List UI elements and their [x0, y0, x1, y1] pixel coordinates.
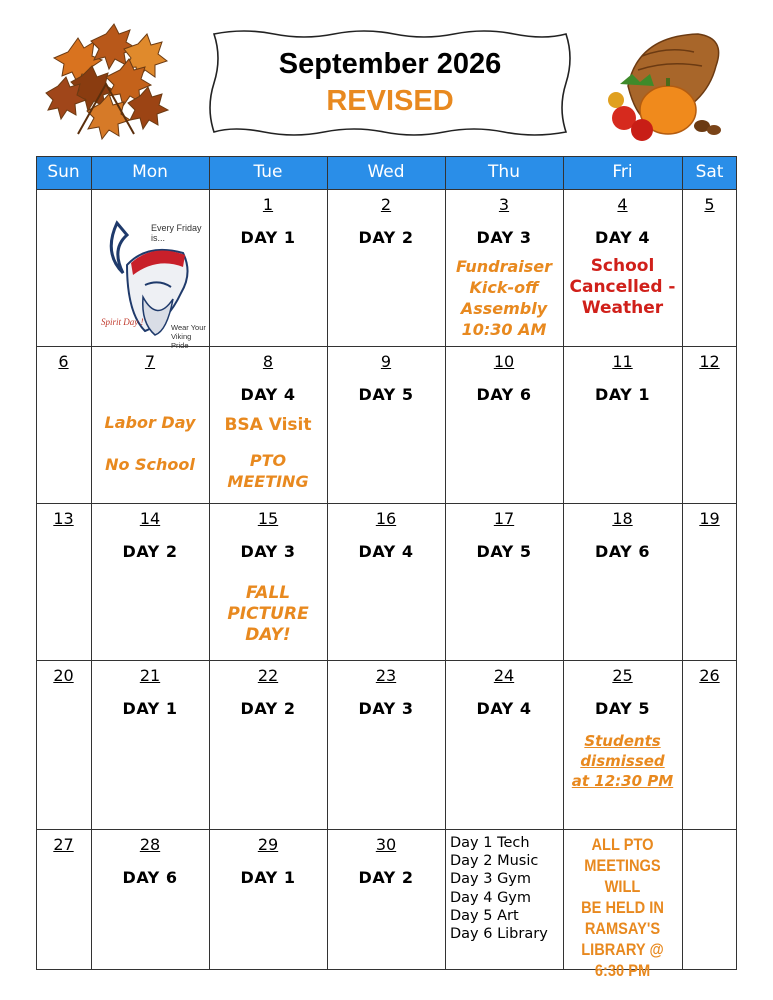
day-number: 11	[612, 352, 633, 371]
weekday-header-sun: Sun	[47, 162, 80, 182]
weekday-header-mon: Mon	[132, 162, 168, 182]
day-cell	[91, 346, 209, 503]
weekday-header-sat: Sat	[695, 162, 724, 182]
specials-line: Day 5 Art	[450, 907, 519, 924]
day-cell	[91, 660, 209, 829]
day-number: 26	[699, 666, 720, 685]
day-cell	[327, 660, 445, 829]
page-title: September 2026	[278, 48, 502, 80]
day-number: 15	[257, 509, 279, 528]
rotation-day-label: DAY 4	[595, 228, 650, 247]
day-number: 7	[144, 352, 156, 371]
no-school-event: No School	[105, 455, 195, 474]
day-cell	[563, 189, 682, 346]
day-cell	[209, 346, 327, 503]
day-number: 18	[612, 509, 633, 528]
rotation-day-label: DAY 6	[595, 542, 650, 561]
day-cell	[563, 346, 682, 503]
spirit-caption-top: Every Friday is...	[151, 223, 202, 243]
day-number: 2	[380, 195, 392, 214]
day-number: 6	[58, 352, 69, 371]
day-number: 16	[375, 509, 397, 528]
event-line: Fundraiser	[455, 257, 553, 276]
rotation-day-label: DAY 1	[240, 868, 296, 887]
rotation-day-label: DAY 4	[358, 542, 414, 561]
day-cell	[36, 660, 91, 829]
autumn-leaves-image	[48, 24, 172, 142]
pto-meetings-note	[571, 834, 673, 981]
specials-line: Day 3 Gym	[450, 871, 532, 888]
rotation-day-label: DAY 2	[122, 542, 178, 561]
grid-hline	[36, 156, 737, 157]
day-number: 25	[612, 666, 633, 685]
day-cell	[209, 660, 327, 829]
day-cell	[682, 346, 737, 503]
day-number: 9	[380, 352, 392, 371]
day-cell	[209, 189, 327, 346]
specials-schedule	[450, 834, 548, 943]
day-cell	[682, 829, 737, 970]
event-line: FALL	[245, 583, 291, 603]
bsa-visit-event: BSA Visit	[224, 415, 312, 435]
rotation-day-label: DAY 3	[240, 542, 296, 561]
day-number: 14	[139, 509, 161, 528]
rotation-day-label: DAY 6	[476, 385, 532, 404]
day-number: 24	[493, 666, 515, 685]
day-cell	[36, 503, 91, 660]
specials-line: Day 6 Library	[450, 926, 548, 943]
day-number: 4	[617, 195, 628, 214]
day-number: 10	[493, 352, 515, 371]
day-cell	[682, 660, 737, 829]
day-number: 22	[257, 666, 279, 685]
school-cancelled-event	[563, 256, 682, 319]
day-number: 30	[375, 835, 397, 854]
cornucopia-image	[598, 26, 728, 144]
rotation-day-label: DAY 4	[476, 699, 532, 718]
rotation-day-label: DAY 1	[595, 385, 650, 404]
day-cell	[327, 346, 445, 503]
labor-day-event: Labor Day	[104, 413, 196, 432]
specials-line: Day 4 Gym	[450, 889, 532, 906]
day-cell	[563, 503, 682, 660]
rotation-day-label: DAY 6	[122, 868, 178, 887]
spirit-pride-line: Wear Your	[171, 323, 206, 332]
rotation-day-label: DAY 1	[240, 228, 296, 247]
day-cell	[209, 503, 327, 660]
day-cell	[563, 829, 682, 980]
rotation-day-label: DAY 2	[358, 868, 414, 887]
day-number: 29	[257, 835, 279, 854]
rotation-day-label: DAY 5	[358, 385, 414, 404]
event-line: 10:30 AM	[461, 320, 547, 339]
event-line: MEETING	[227, 472, 309, 491]
event-line: Students	[584, 732, 661, 750]
event-line: Cancelled -	[569, 277, 676, 297]
event-line: Weather	[581, 298, 664, 318]
rotation-day-label: DAY 3	[476, 228, 532, 247]
event-line: dismissed	[580, 752, 665, 770]
rotation-day-label: DAY 5	[476, 542, 532, 561]
day-number: 8	[262, 352, 274, 371]
day-number: 27	[53, 835, 74, 854]
rotation-day-label: DAY 2	[358, 228, 414, 247]
day-cell	[91, 189, 209, 350]
rotation-day-label: DAY 4	[240, 385, 296, 404]
day-cell	[36, 829, 91, 970]
weekday-header-wed: Wed	[367, 162, 405, 182]
day-cell	[91, 503, 209, 660]
rotation-day-label: DAY 5	[595, 699, 650, 718]
spirit-pride-line: Viking Pride	[171, 332, 192, 350]
rotation-day-label: DAY 2	[240, 699, 296, 718]
day-cell	[91, 829, 209, 970]
pto-meeting-event	[209, 450, 327, 492]
specials-line: Day 2 Music	[450, 853, 539, 870]
weekday-header-row	[36, 156, 737, 189]
weekday-header-thu: Thu	[488, 162, 520, 182]
day-cell	[327, 503, 445, 660]
rotation-day-label: DAY 3	[358, 699, 414, 718]
spirit-caption-day: Spirit Day !	[101, 317, 144, 327]
event-line: PICTURE	[227, 604, 309, 624]
day-number: 20	[53, 666, 74, 685]
day-cell	[445, 189, 563, 346]
day-cell	[445, 503, 563, 660]
day-number: 19	[699, 509, 720, 528]
day-cell	[682, 503, 737, 660]
title-banner	[204, 28, 576, 138]
day-number: 28	[139, 835, 161, 854]
pto-note-line: MEETINGS WILL	[584, 856, 661, 896]
event-line: Kick-off	[469, 278, 539, 297]
calendar-grid	[36, 156, 737, 980]
pto-note-line: RAMSAY'S	[584, 919, 661, 938]
viking-spirit-day-image	[97, 213, 207, 350]
pto-note-line: ALL PTO	[591, 835, 654, 854]
fall-picture-day-event	[209, 583, 327, 646]
day-number: 17	[493, 509, 515, 528]
revised-label: REVISED	[326, 85, 454, 117]
event-line: Assembly	[460, 299, 548, 318]
day-cell	[327, 829, 445, 970]
wavy-frame	[204, 28, 576, 138]
event-line: at 12:30 PM	[571, 772, 674, 790]
weekday-header-tue: Tue	[253, 162, 283, 182]
day-number: 5	[704, 195, 715, 214]
pto-note-line: LIBRARY @	[581, 940, 664, 959]
day-cell	[445, 346, 563, 503]
event-line: DAY!	[245, 625, 291, 645]
day-cell	[36, 346, 91, 503]
day-cell	[36, 189, 91, 346]
pto-note-line: BE HELD IN	[581, 898, 664, 917]
pto-note-line: 6:30 PM	[594, 961, 651, 980]
day-number: 1	[262, 195, 274, 214]
day-cell	[209, 829, 327, 970]
specials-line: Day 1 Tech	[450, 835, 530, 851]
day-number: 23	[375, 666, 397, 685]
weekday-header-fri: Fri	[612, 162, 633, 182]
event-line: PTO	[249, 451, 287, 470]
day-cell	[327, 189, 445, 346]
fundraiser-event	[445, 256, 563, 340]
day-number: 13	[53, 509, 74, 528]
day-cell	[563, 660, 682, 829]
day-cell	[682, 189, 737, 346]
rotation-day-label: DAY 1	[122, 699, 178, 718]
early-dismissal-event	[563, 731, 682, 791]
day-number: 12	[699, 352, 720, 371]
day-number: 3	[498, 195, 510, 214]
day-cell	[445, 829, 563, 970]
event-line: School	[590, 256, 655, 276]
day-number: 21	[139, 666, 161, 685]
day-cell	[445, 660, 563, 829]
